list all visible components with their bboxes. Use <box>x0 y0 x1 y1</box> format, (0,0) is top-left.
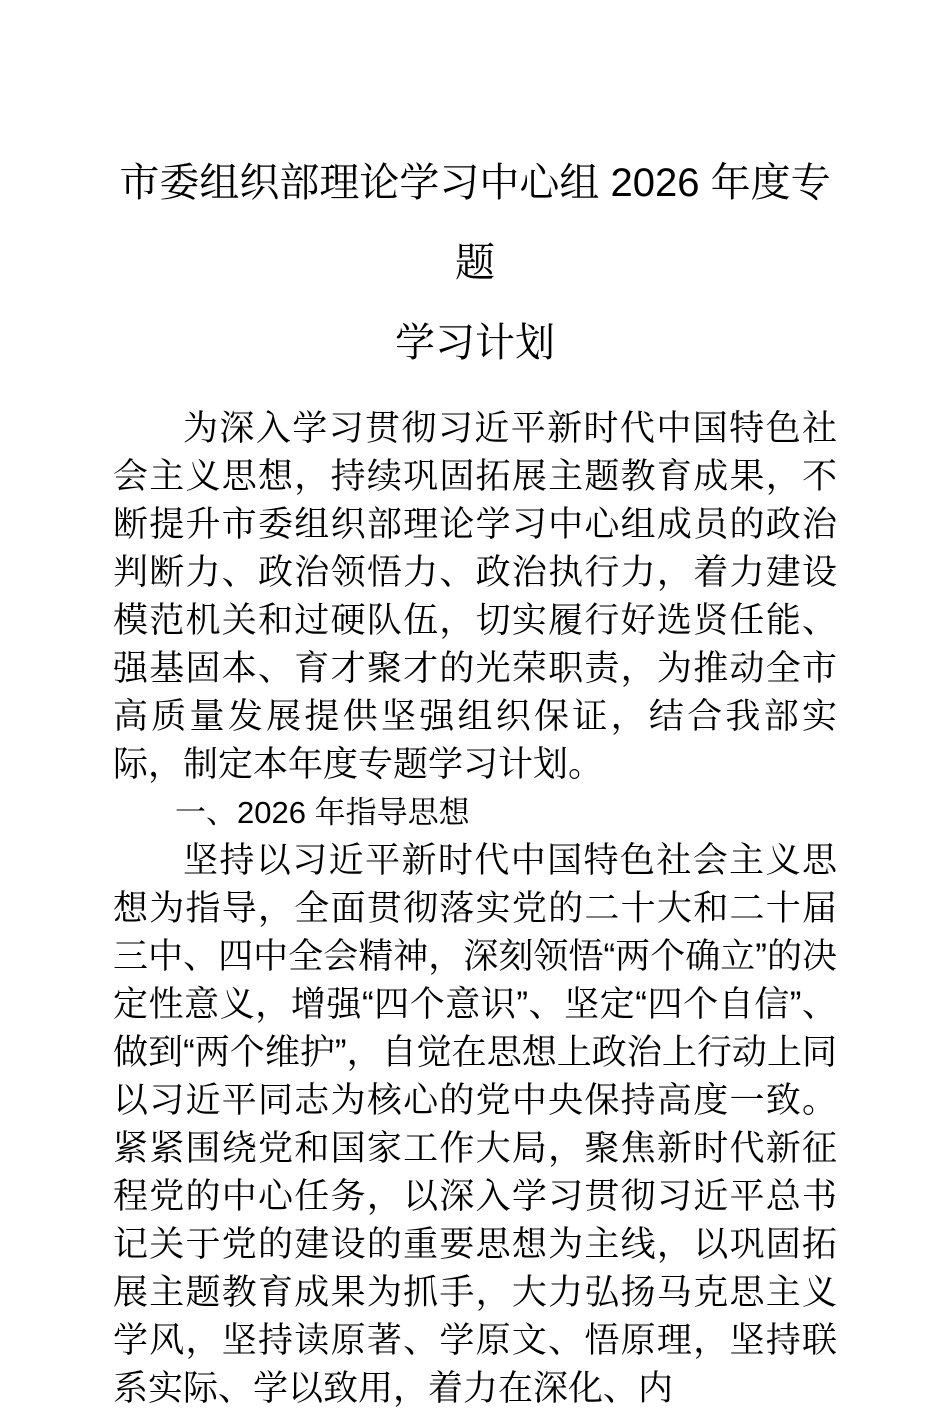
document-content <box>113 0 837 1413</box>
page-title-line-2: 学习计划 <box>395 321 555 365</box>
page-title <box>113 0 837 383</box>
page-title-line-1: 市委组织部理论学习中心组 2026 年度专题 <box>119 161 831 285</box>
section-heading-guiding-thought: 一、2026 年指导思想 <box>175 795 470 830</box>
paragraph-preamble: 为深入学习贯彻习近平新时代中国特色社会主义思想，持续巩固拓展主题教育成果，不断提升市委组织部理论学习中心组成员的政治判断力、政治领悟力、政治执行力，着力建设模范机关和过硬队伍，切实履行好选贤任能、强基固本、育才聚才的光荣职责，为推动全市高质量发展提供坚强组织保证，结合我部实际，制定本年度专题学习计划。 <box>113 409 837 784</box>
paragraph-guiding-thought: 坚持以习近平新时代中国特色社会主义思想为指导，全面贯彻落实党的二十大和二十届三中、四中全会精神，深刻领悟“两个确立”的决定性意义，增强“四个意识”、坚定“四个自信”、做到“两个维护”，自觉在思想上政治上行动上同以习近平同志为核心的党中央保持高度一致。紧紧围绕党和国家工作大局，聚焦新时代新征程党的中心任务，以深入学习贯彻习近平总书记关于党的建设的重要思想为主线，以巩固拓展主题教育成果为抓手，大力弘扬马克思主义学风，坚持读原著、学原文、悟原理，坚持联系实际、学以致用，着力在深化、内 <box>113 841 837 1408</box>
